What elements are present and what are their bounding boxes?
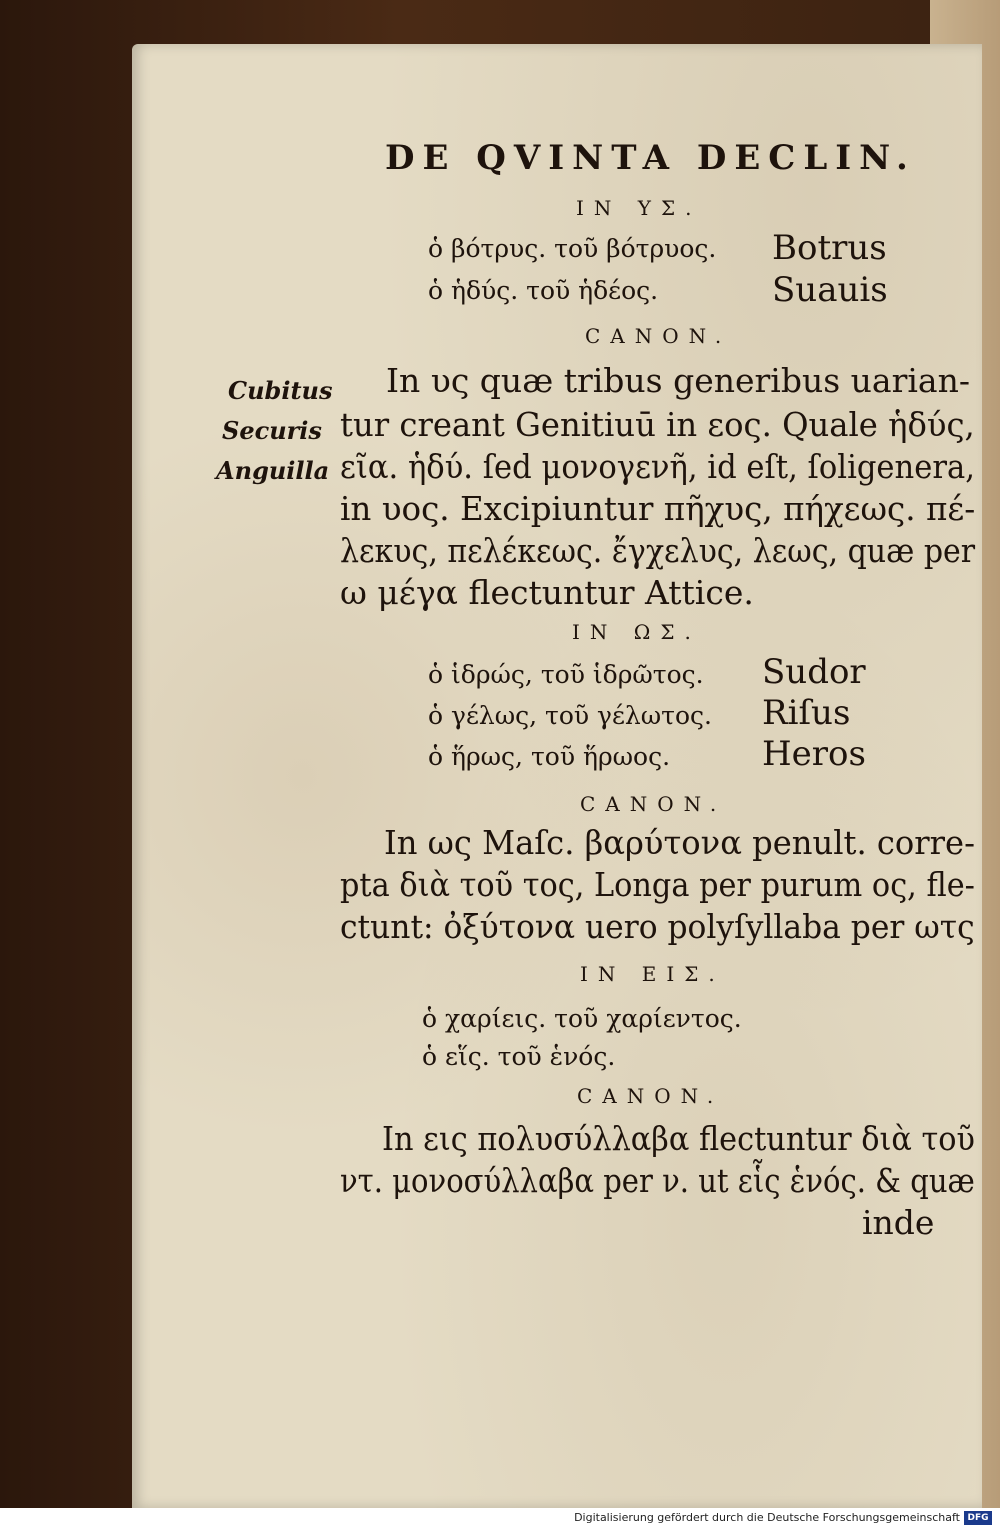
section-heading-ys: IN ΥΣ. [576, 196, 702, 220]
canon-3-line-2: ντ. μονοσύλλαβα per ν. ut εἷς ἑνός. & quæ [340, 1161, 975, 1200]
canon-2-line-1: In ως Maſc. βαρύτονα penult. corre- [384, 823, 975, 862]
margin-note-cubitus: Cubitus [228, 376, 333, 405]
canon-1-line-2: tur creant Genitiuū in εος. Quale ἡδύς, [340, 405, 975, 444]
canon-1-line-3: εῖα. ἡδύ. ſed μονογενῆ, id eſt, ſoligenera, [340, 447, 975, 486]
canon-heading-2: CANON. [580, 792, 727, 816]
entry-latin-suauis: Suauis [772, 270, 888, 310]
entry-greek-heros: ὁ ἥρως, τοῦ ἥρωος. [428, 742, 671, 771]
entry-greek-suauis: ὁ ἡδύς. τοῦ ἡδέος. [428, 276, 659, 305]
canon-1-line-1: In υς quæ tribus generibus uarian- [386, 361, 970, 400]
section-heading-os: IN ΩΣ. [572, 620, 701, 644]
entry-greek-sudor: ὁ ἱδρώς, τοῦ ἱδρῶτος. [428, 660, 704, 689]
footer-bar [0, 1508, 1000, 1529]
entry-greek-heis: ὁ εἵς. τοῦ ἑνός. [422, 1042, 616, 1071]
dfg-logo: DFG [964, 1511, 992, 1525]
canon-1-line-4: in υος. Excipiuntur πῆχυς, πήχεως. πέ- [340, 489, 976, 528]
entry-latin-risus: Riſus [762, 693, 851, 733]
canon-2-line-3: ctunt: ὀξύτονα uero polyſyllaba per ωτς [340, 907, 975, 946]
entry-greek-charieis: ὁ χαρίεις. τοῦ χαρίεντος. [422, 1004, 742, 1033]
margin-note-anguilla: Anguilla [216, 456, 330, 485]
canon-heading-1: CANON. [585, 324, 732, 348]
page-header: DE QVINTA DECLIN. [385, 138, 916, 178]
entry-latin-sudor: Sudor [762, 652, 866, 692]
entry-greek-risus: ὁ γέλως, τοῦ γέλωτος. [428, 701, 712, 730]
canon-3-line-1: In εις πολυσύλλαβα flectuntur διὰ τοῦ [382, 1119, 975, 1158]
margin-note-securis: Securis [222, 416, 322, 445]
entry-greek-botrus: ὁ βότρυς. τοῦ βότρυος. [428, 234, 717, 263]
canon-heading-3: CANON. [577, 1084, 724, 1108]
entry-latin-botrus: Botrus [772, 228, 887, 268]
entry-latin-heros: Heros [762, 734, 866, 774]
footer-text: Digitalisierung gefördert durch die Deutsche Forschungsgemeinschaft [574, 1511, 960, 1524]
canon-1-line-5: λεκυς, πελέκεως. ἔγχελυς, λεως, quæ per [340, 531, 976, 570]
canon-1-line-6: ω μέγα flectuntur Attice. [340, 573, 754, 612]
catchword: inde [862, 1203, 935, 1242]
section-heading-eis: IN ΕΙΣ. [580, 962, 725, 986]
canon-2-line-2: pta διὰ τοῦ τος, Longa per purum ος, fle- [340, 865, 975, 904]
